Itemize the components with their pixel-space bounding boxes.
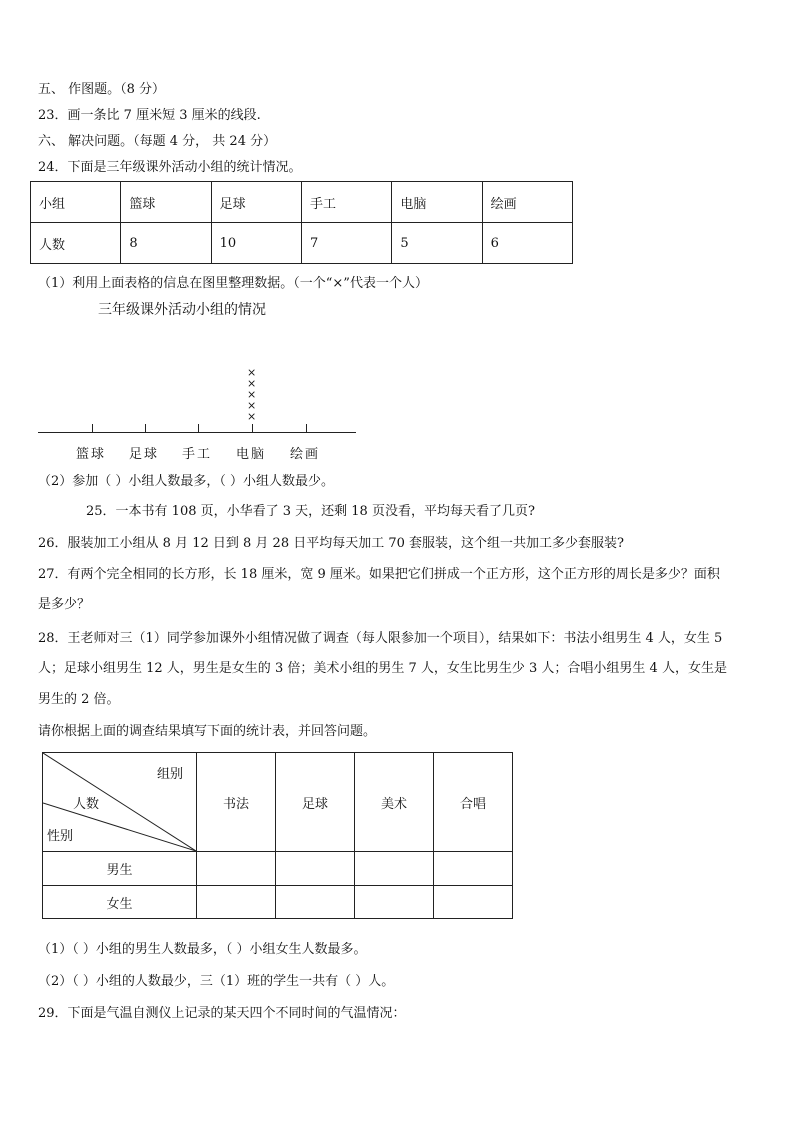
chart-axis: [38, 432, 356, 433]
chart-mark: ×: [247, 366, 257, 379]
chart-tick: [252, 424, 253, 432]
question-24-part-2: （2）参加（ ）小组人数最多，（ ）小组人数最少。: [38, 474, 335, 489]
chart-tick: [145, 424, 146, 432]
table-cell: 电脑: [392, 182, 482, 223]
table-cell: [434, 852, 513, 886]
question-28-part-2: （2）（ ）小组的人数最少，三（1）班的学生一共有（ ）人。: [38, 974, 395, 989]
table-row: [43, 753, 513, 852]
table-header: 书法: [197, 753, 276, 852]
table-row: [43, 852, 513, 886]
corner-label-group: 组别: [157, 767, 184, 782]
question-28-part-1: （1）（ ）小组的男生人数最多，（ ）小组女生人数最多。: [38, 942, 367, 957]
question-24-part-1: （1）利用上面表格的信息在图里整理数据。（一个“×”代表一个人）: [38, 276, 428, 291]
question-26: 26．服装加工小组从 8 月 12 日到 8 月 28 日平均每天加工 70 套服装，这个组一共加工多少套服装?: [38, 536, 625, 551]
table-cell: [197, 852, 276, 886]
table-row: [31, 223, 573, 264]
question-27-line-1: 27．有两个完全相同的长方形，长 18 厘米，宽 9 厘米。如果把它们拼成一个正方形，这个正方形的周长是多少？面积: [38, 567, 720, 582]
table-cell: 小组: [31, 182, 121, 223]
chart-mark: ×: [247, 388, 257, 401]
row-label: 女生: [43, 886, 197, 919]
corner-label-count: 人数: [73, 797, 100, 812]
chart-category-label: 手工: [182, 447, 213, 462]
table-cell: [276, 852, 355, 886]
question-23: 23．画一条比 7 厘米短 3 厘米的线段.: [38, 108, 261, 123]
table-cell: 绘画: [482, 182, 572, 223]
table-cell: 7: [301, 223, 391, 264]
table-cell: [276, 886, 355, 919]
table-cell: 人数: [31, 223, 121, 264]
section-5-heading: 五、 作图题。（8 分）: [38, 82, 166, 97]
table-cell: [197, 886, 276, 919]
table-cell: 5: [392, 223, 482, 264]
question-24: 24．下面是三年级课外活动小组的统计情况。: [38, 160, 302, 175]
table-cell: [434, 886, 513, 919]
chart-category-label: 足球: [129, 447, 160, 462]
question-29: 29．下面是气温自测仪上记录的某天四个不同时间的气温情况：: [38, 1006, 406, 1021]
section-6-heading: 六、 解决问题。（每题 4 分， 共 24 分）: [38, 134, 277, 149]
table-header: 足球: [276, 753, 355, 852]
table-row: [31, 182, 573, 223]
question-28-line-3: 男生的 2 倍。: [38, 692, 120, 707]
diagonal-header-cell: [43, 753, 197, 852]
table-header: 合唱: [434, 753, 513, 852]
corner-label-gender: 性别: [47, 829, 74, 844]
question-27-line-2: 是多少？: [38, 597, 91, 612]
table-cell: 10: [211, 223, 301, 264]
table-cell: 手工: [301, 182, 391, 223]
table-cell: 篮球: [121, 182, 211, 223]
chart-category-label: 电脑: [236, 447, 267, 462]
chart-category-label: 绘画: [290, 447, 321, 462]
chart-tick: [306, 424, 307, 432]
table-row: [43, 886, 513, 919]
table-cell: 6: [482, 223, 572, 264]
question-25: 25．一本书有 108 页，小华看了 3 天，还剩 18 页没看，平均每天看了几页?: [86, 504, 535, 519]
chart-mark: ×: [247, 410, 257, 423]
chart-title: 三年级课外活动小组的情况: [98, 302, 266, 318]
question-28-line-2: 人；足球小组男生 12 人，男生是女生的 3 倍；美术小组的男生 7 人，女生比男生少 3 人；合唱小组男生 4 人，女生是: [38, 661, 727, 676]
chart-category-label: 篮球: [76, 447, 107, 462]
row-label: 男生: [43, 852, 197, 886]
chart-tick: [92, 424, 93, 432]
chart-mark: ×: [247, 377, 257, 390]
table-header: 美术: [355, 753, 434, 852]
activity-table: [30, 181, 573, 264]
chart-tick: [198, 424, 199, 432]
table-cell: 8: [121, 223, 211, 264]
gender-table: [42, 752, 513, 919]
question-28-instruction: 请你根据上面的调查结果填写下面的统计表，并回答问题。: [38, 724, 377, 739]
question-28-line-1: 28．王老师对三（1）同学参加课外小组情况做了调查（每人限参加一个项目），结果如下：书法小组男生 4 人，女生 5: [38, 631, 723, 646]
table-cell: [355, 886, 434, 919]
table-cell: 足球: [211, 182, 301, 223]
table-cell: [355, 852, 434, 886]
chart-mark: ×: [247, 399, 257, 412]
